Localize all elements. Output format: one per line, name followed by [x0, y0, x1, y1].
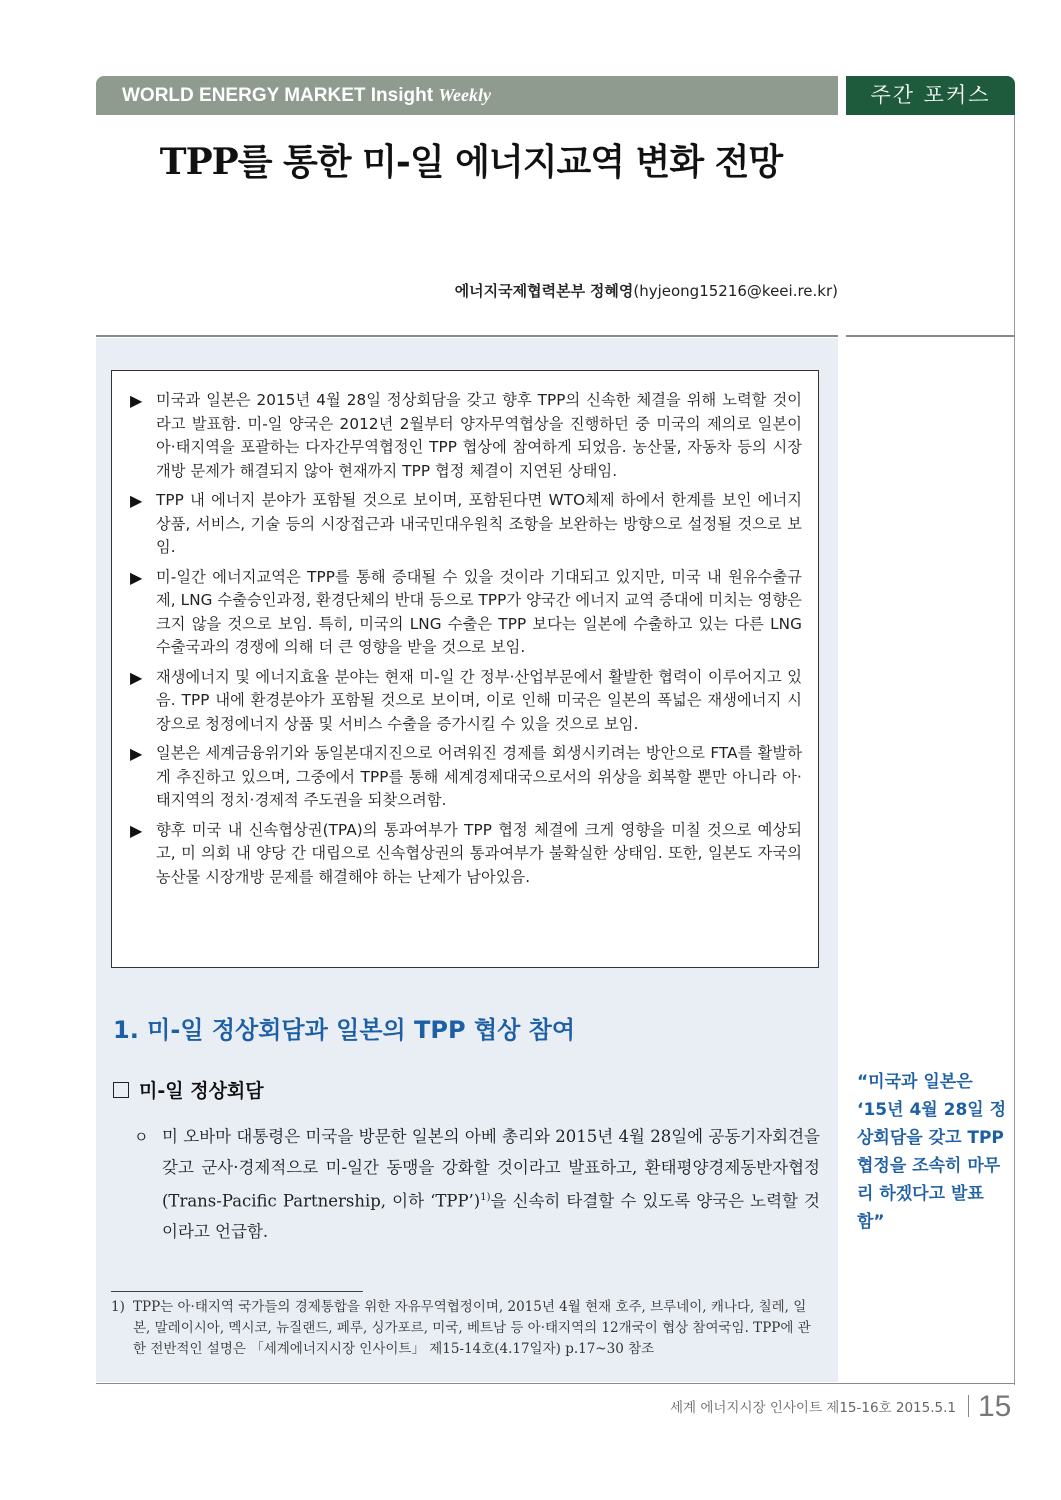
footer-label: 세계 에너지시장 인사이트 제15-16호 2015.5.1 [669, 1400, 956, 1416]
circle-bullet-icon: ㅇ [134, 1128, 149, 1146]
pull-quote: “미국과 일본은 ‘15년 4월 28일 정상회담을 갖고 TPP협정을 조속히 마무리 하겠다고 발표함” [857, 1072, 1007, 1232]
bottom-divider [96, 1383, 1015, 1384]
summary-item [130, 489, 802, 560]
divider [96, 335, 838, 337]
body-paragraph [134, 1122, 820, 1248]
author-email[interactable]: (hyjeong15216@keei.re.kr) [633, 282, 838, 300]
author-department: 에너지국제협력본부 [454, 282, 586, 300]
right-border-line [1014, 115, 1015, 1385]
play-arrow-icon: ▶ [130, 820, 143, 840]
footnote-text: TPP는 아·태지역 국가들의 경제통합을 위한 자유무역협정이며, 2015년 4월 현재 호주, 브루네이, 캐나다, 칠레, 일본, 말레이시아, 멕시코, 뉴질랜드, 페루, 싱가포르, 미국, 베트남 등 아·태지역의 12개국이 협상 참여국임. TPP에 관한 전반적인 설명은 「세계에너지시장 인사이트」 제15-14호(4.17일자) p.17~30 참조 [133, 1299, 811, 1357]
weekly-label: Weekly [438, 85, 491, 105]
paragraph-text-after: 을 신속히 타결할 수 있도록 양국은 노력할 것이라고 언급함. [162, 1191, 820, 1241]
article-title: TPP를 통한 미-일 에너지교역 변화 전망 [159, 141, 783, 183]
play-arrow-icon: ▶ [130, 744, 143, 763]
play-arrow-icon: ▶ [130, 567, 143, 587]
footnote [111, 1297, 820, 1360]
divider [846, 335, 1015, 337]
footer-separator [968, 1395, 969, 1417]
summary-box [111, 370, 819, 968]
play-arrow-icon: ▶ [130, 667, 143, 687]
section-tag: 주간 포커스 [846, 76, 1015, 115]
summary-item [130, 742, 802, 813]
summary-item [130, 819, 802, 890]
publication-name: WORLD ENERGY MARKET Insight [122, 85, 434, 106]
footnote-ref[interactable]: 1) [480, 1192, 491, 1203]
summary-text: 일본은 세계금융위기와 동일본대지진으로 어려워진 경제를 회생시키려는 방안으로 FTA를 활발하게 추진하고 있으며, 그중에서 TPP를 통해 세계경제대국으로서의 위상을 회복할 뿐만 아니라 아·태지역의 정치·경제적 주도권을 되찾으려함. [156, 744, 802, 809]
subsection-heading [113, 1076, 264, 1103]
summary-text: 향후 미국 내 신속협상권(TPA)의 통과여부가 TPP 협정 체결에 크게 영향을 미칠 것으로 예상되고, 미 의회 내 양당 간 대립으로 신속협상권의 통과여부가 불확실한 상태임. 또한, 일본도 자국의 농산물 시장개방 문제를 해결해야 하는 난제가 남아있음. [156, 820, 802, 886]
publication-header [96, 76, 838, 115]
summary-item [130, 389, 802, 483]
section-heading: 1. 미-일 정상회담과 일본의 TPP 협상 참여 [113, 1016, 576, 1044]
page-number: 15 [978, 1390, 1012, 1423]
footnote-divider [111, 1291, 363, 1292]
summary-text: 미-일간 에너지교역은 TPP를 통해 증대될 수 있을 것이라 기대되고 있지만, 미국 내 원유수출규제, LNG 수출승인과정, 환경단체의 반대 등으로 TPP가 양국간 에너지 교역 증대에 미치는 영향은 크지 않을 것으로 보임. 특히, 미국의 LNG 수출은 TPP 보다는 일본에 수출하고 있는 다른 LNG 수출국과의 경쟁에 의해 더 큰 영향을 받을 것으로 보임. [156, 567, 802, 656]
paragraph-text [162, 1122, 820, 1248]
summary-text: 미국과 일본은 2015년 4월 28일 정상회담을 갖고 향후 TPP의 신속한 체결을 위해 노력할 것이라고 발표함. 미-일 양국은 2012년 2월부터 양자무역협상을 진행하던 중 미국의 제의로 일본이 아·태지역을 포괄하는 다자간무역협정인 TPP 협상에 참여하게 되었음. 농산물, 자동차 등의 시장개방 문제가 해결되지 않아 현재까지 TPP 협정 체결이 지연된 상태임. [156, 391, 802, 480]
summary-text: 재생에너지 및 에너지효율 분야는 현재 미-일 간 정부·산업부문에서 활발한 협력이 이루어지고 있음. TPP 내에 환경분야가 포함될 것으로 보이며, 이로 인해 미국은 일본의 폭넓은 재생에너지 시장으로 청정에너지 상품 및 서비스 수출을 증가시킬 수 있을 것으로 보임. [156, 667, 802, 733]
summary-text: TPP 내 에너지 분야가 포함될 것으로 보이며, 포함된다면 WTO체제 하에서 한계를 보인 에너지 상품, 서비스, 기술 등의 시장접근과 내국민대우원칙 조항을 보완하는 방향으로 설정될 것으로 보임. [156, 491, 802, 556]
play-arrow-icon: ▶ [130, 491, 143, 510]
checkbox-square-icon [113, 1082, 129, 1098]
author-line [300, 280, 838, 301]
play-arrow-icon: ▶ [130, 391, 143, 410]
summary-item [130, 566, 802, 660]
footnote-number: 1) [111, 1299, 125, 1315]
author-name: 정혜영 [589, 282, 634, 300]
paragraph-text-before: 미 오바마 대통령은 미국을 방문한 일본의 아베 총리와 2015년 4월 28일에 공동기자회견을 갖고 군사·경제적으로 미-일간 동맹을 강화할 것이라고 발표하고, 환태평양경제동반자협정(Trans-Pacific Partnership, 이하 ‘TPP’) [162, 1127, 820, 1211]
summary-item [130, 666, 802, 737]
subsection-title: 미-일 정상회담 [139, 1080, 264, 1102]
